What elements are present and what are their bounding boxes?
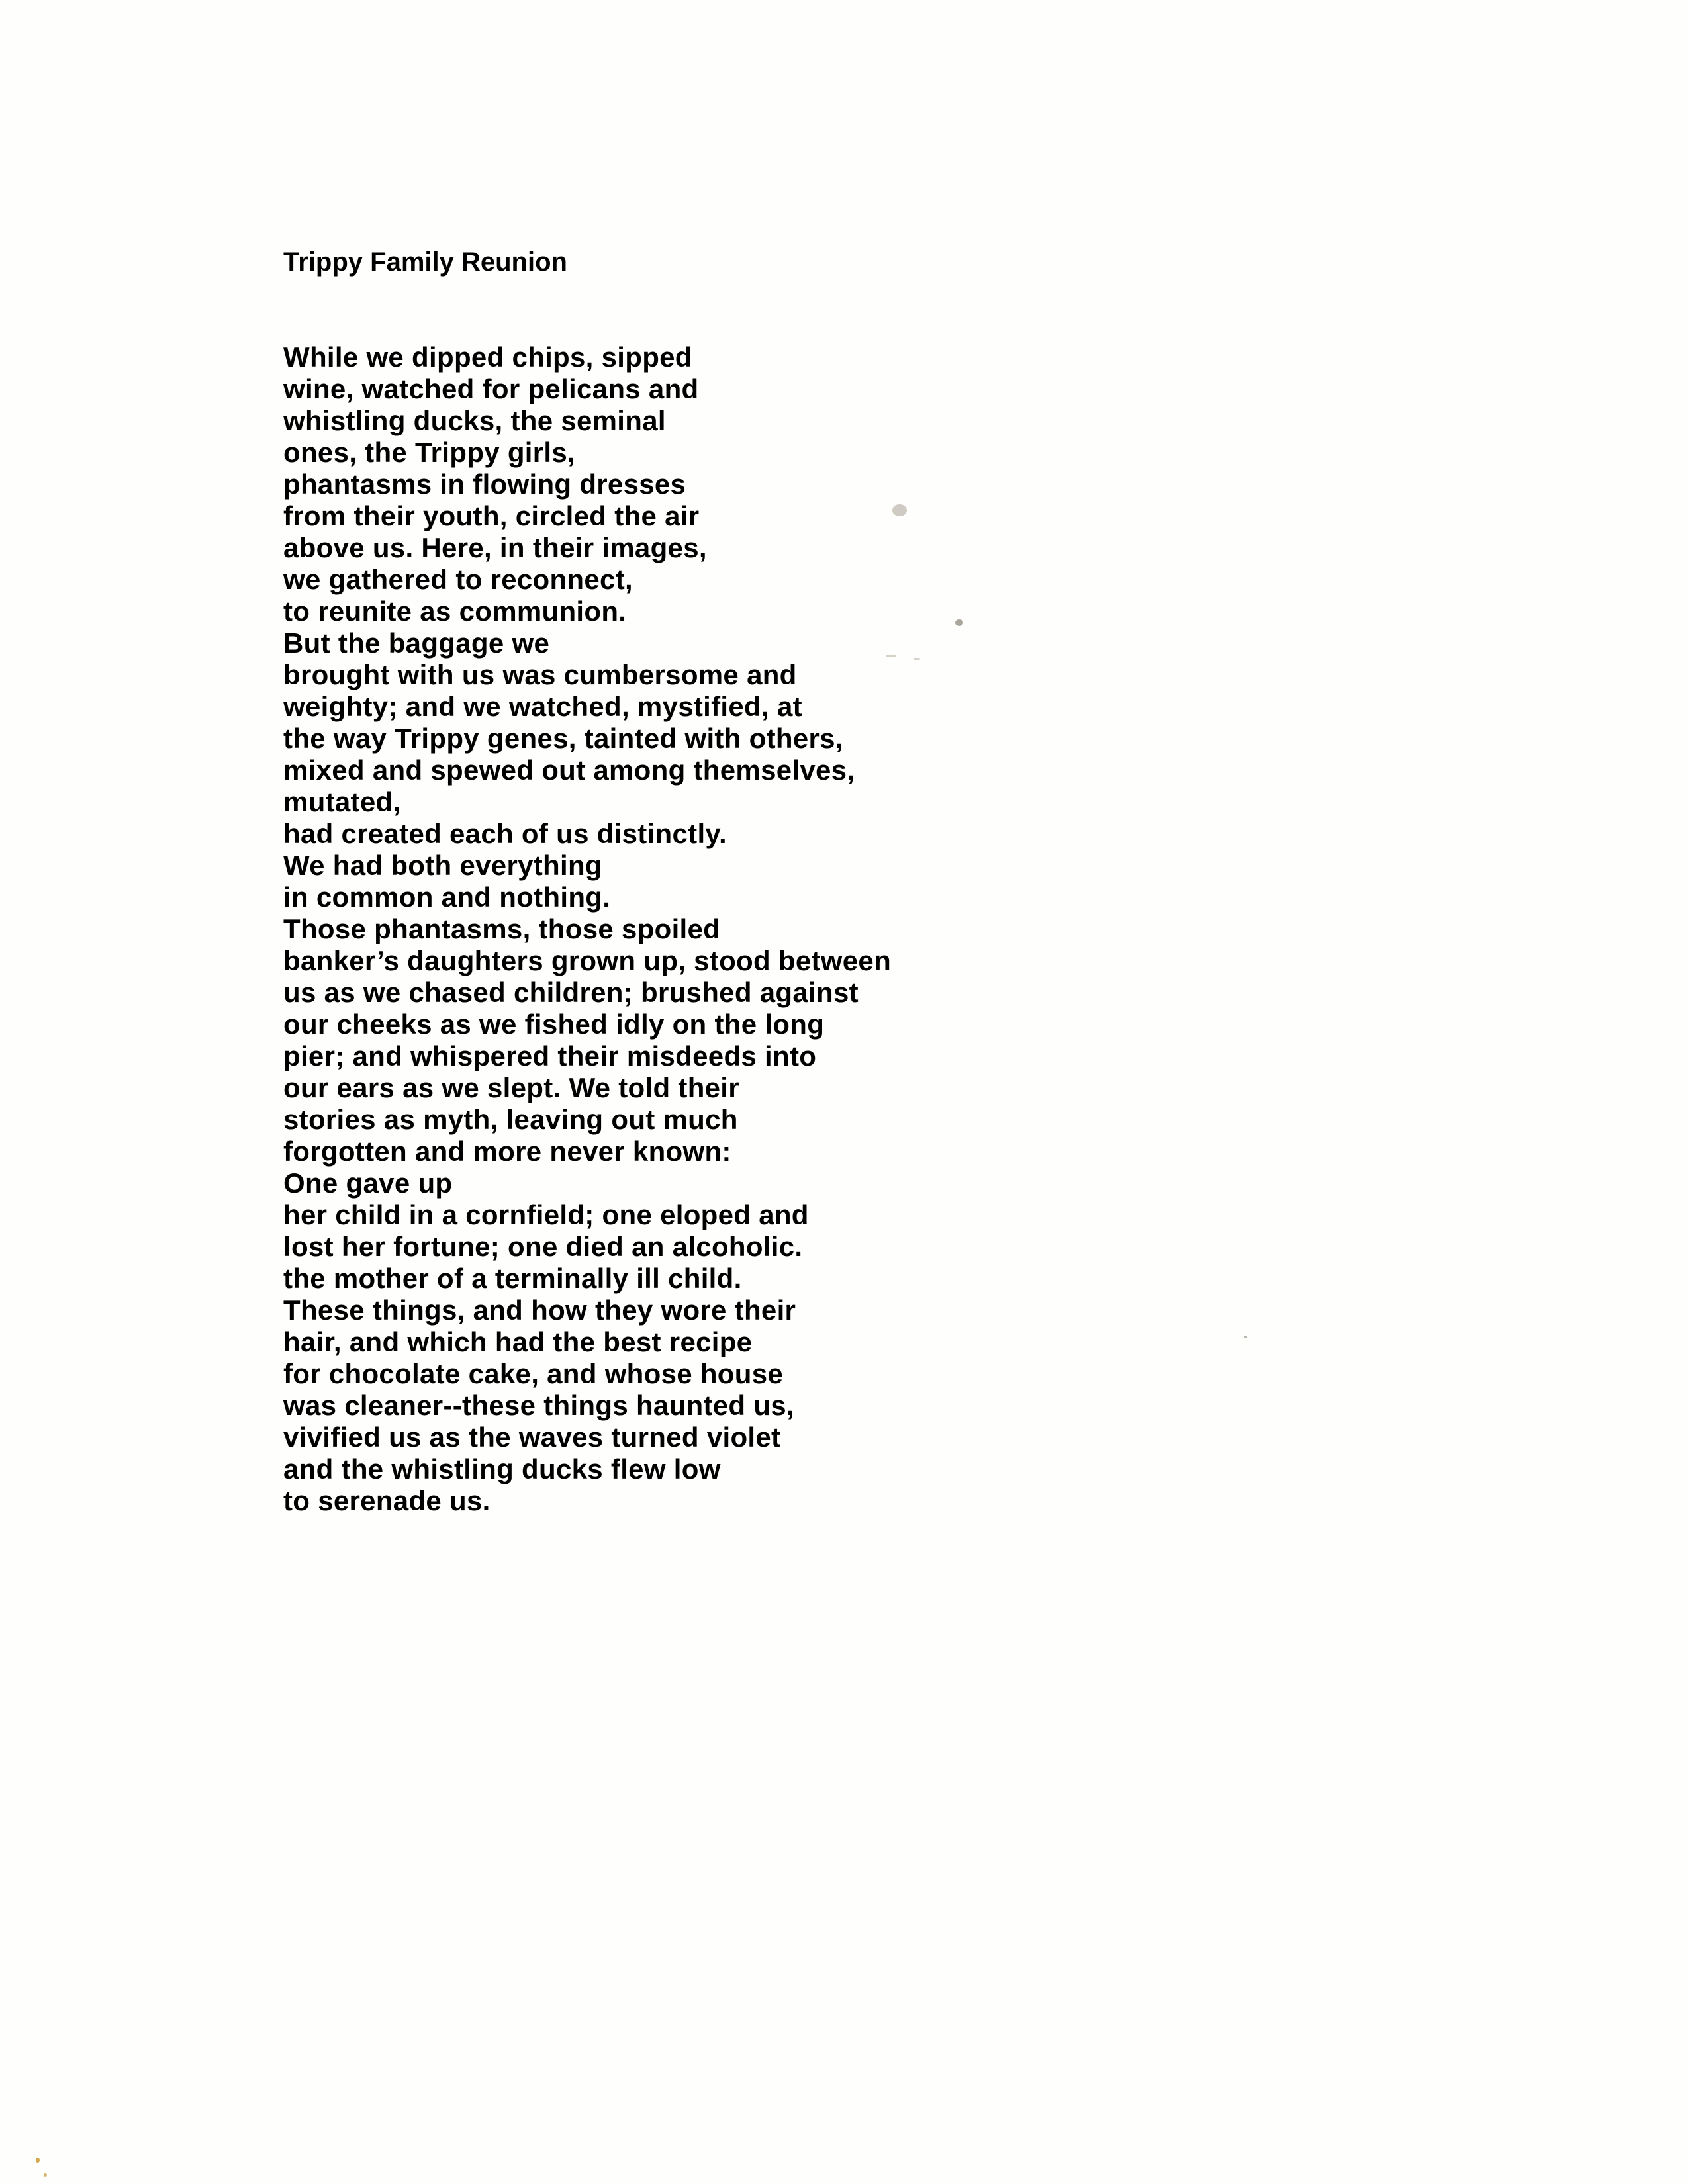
poem-line: wine, watched for pelicans and [283, 373, 699, 404]
poem-line: One gave up [283, 1167, 453, 1199]
poem-line: While we dipped chips, sipped [283, 341, 692, 373]
poem-line: was cleaner--these things haunted us, [283, 1390, 794, 1421]
poem-line: weighty; and we watched, mystified, at [283, 691, 802, 722]
poem-line: forgotten and more never known: [283, 1136, 731, 1167]
paper-speck [955, 619, 963, 626]
poem-line: from their youth, circled the air [283, 500, 700, 531]
poem-title: Trippy Family Reunion [283, 248, 567, 277]
poem-line: hair, and which had the best recipe [283, 1326, 753, 1357]
paper-speck [1244, 1336, 1247, 1338]
poem-body [283, 341, 891, 1517]
poem-line: ones, the Trippy girls, [283, 437, 575, 468]
poem-line: phantasms in flowing dresses [283, 469, 686, 500]
poem-line: But the baggage we [283, 627, 550, 659]
poem-line: banker’s daughters grown up, stood between [283, 945, 892, 976]
poem-line: vivified us as the waves turned violet [283, 1422, 781, 1453]
poem-line: Those phantasms, those spoiled [283, 913, 721, 944]
poem-line: the mother of a terminally ill child. [283, 1263, 742, 1294]
poem-line: These things, and how they wore their [283, 1295, 796, 1326]
poem-line: whistling ducks, the seminal [283, 405, 666, 436]
poem-line: pier; and whispered their misdeeds into [283, 1040, 817, 1071]
poem-line: to reunite as communion. [283, 596, 627, 627]
paper-speck [44, 2173, 47, 2177]
poem-line: mutated, [283, 786, 401, 817]
poem-line: stories as myth, leaving out much [283, 1104, 738, 1135]
poem-line: in common and nothing. [283, 882, 611, 913]
poem-line: above us. Here, in their images, [283, 532, 707, 563]
poem-line: the way Trippy genes, tainted with others, [283, 723, 843, 754]
poem-line: us as we chased children; brushed against [283, 977, 859, 1008]
poem-line: had created each of us distinctly. [283, 818, 727, 849]
paper-speck [914, 658, 920, 660]
poem-line: her child in a cornfield; one eloped and [283, 1199, 809, 1230]
paper-speck [886, 655, 896, 657]
paper-speck [892, 504, 907, 516]
paper-speck [36, 2158, 40, 2163]
poem-line: we gathered to reconnect, [283, 564, 633, 595]
poem-line: mixed and spewed out among themselves, [283, 754, 855, 786]
poem-line: and the whistling ducks flew low [283, 1453, 721, 1484]
poem-line: our cheeks as we fished idly on the long [283, 1009, 825, 1040]
poem-line: brought with us was cumbersome and [283, 659, 797, 690]
poem-line: to serenade us. [283, 1485, 491, 1516]
poem-line: We had both everything [283, 850, 602, 881]
poem-line: for chocolate cake, and whose house [283, 1358, 784, 1389]
poem-line: lost her fortune; one died an alcoholic. [283, 1231, 803, 1262]
poem-line: our ears as we slept. We told their [283, 1072, 739, 1103]
